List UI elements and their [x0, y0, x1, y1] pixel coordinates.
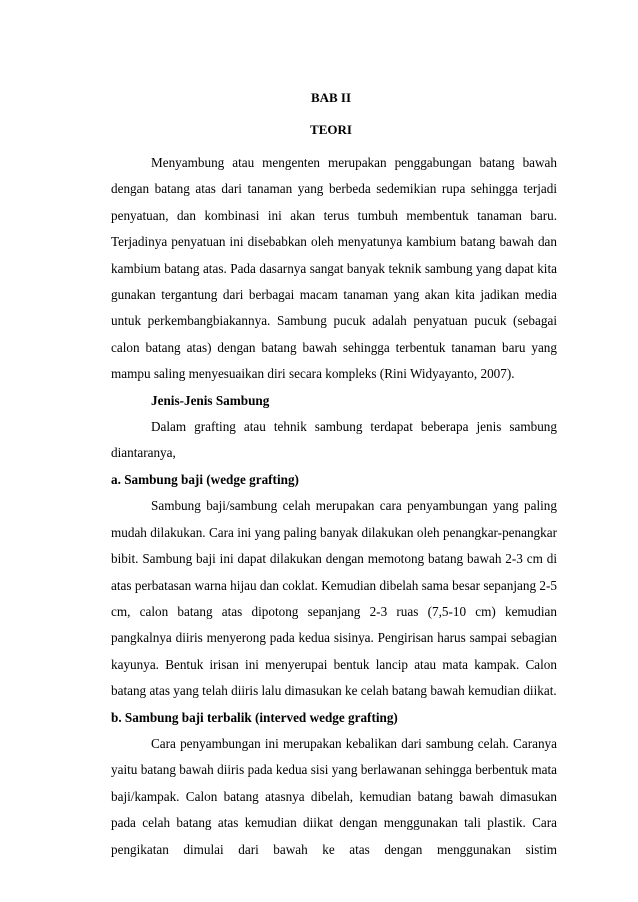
- item-b-text: Cara penyambungan ini merupakan kebalikan dari sambung celah. Caranya yaitu batang bawah diiris pada kedua sisi yang berlawanan sehingga berbentuk mata baji/kampak. Calon batang atasnya dibelah, kemudian batang bawah dimasukan pada celah batang atas kemudian diikat dengan menggunakan tali plastik. Cara pengikatan dimulai dari bawah ke atas dengan menggunakan sistim: [111, 735, 557, 857]
- chapter-title: TEORI: [310, 122, 352, 137]
- section-heading-jenis-sambung: Jenis-Jenis Sambung: [151, 392, 270, 408]
- paragraph-grafting-types: Dalam grafting atau tehnik sambung terdapat beberapa jenis sambung diantaranya,: [111, 419, 557, 461]
- item-b-heading: b. Sambung baji terbalik (interved wedge grafting): [111, 709, 398, 725]
- item-a-heading: a. Sambung baji (wedge grafting): [111, 471, 299, 487]
- body-text: [111, 150, 557, 863]
- paragraph-intro: Menyambung atau mengenten merupakan penggabungan batang bawah dengan batang atas dari tanaman yang berbeda sedemikian rupa sehingga terjadi penyatuan, dan kombinasi ini akan terus tumbuh membentuk tanaman baru. Terjadinya penyatuan ini disebabkan oleh menyatunya kambium batang bawah dan kambium batang atas. Pada dasarnya sangat banyak teknik sambung yang dapat kita gunakan tergantung dari berbagai macam tanaman yang akan kita jadikan media untuk perkembangbiakannya. Sambung pucuk adalah penyatuan pucuk (sebagai calon batang atas) dengan batang bawah sehingga terbentuk tanaman baru yang mampu saling menyesuaikan diri secara kompleks (Rini Widyayanto, 2007).: [111, 155, 557, 382]
- item-a-text: Sambung baji/sambung celah merupakan cara penyambungan yang paling mudah dilakukan. Cara ini yang paling banyak dilakukan oleh penangkar-penangkar bibit. Sambung baji ini dapat dilakukan dengan memotong batang bawah 2-3 cm di atas perbatasan warna hijau dan coklat. Kemudian dibelah sama besar sepanjang 2-5 cm, calon batang atas dipotong sepanjang 2-3 ruas (7,5-10 cm) kemudian pangkalnya diiris menyerong pada kedua sisinya. Pengirisan harus sampai sebagian kayunya. Bentuk irisan ini menyerupai bentuk lancip atau mata kampak. Calon batang atas yang telah diiris lalu dimasukan ke celah batang bawah kemudian diikat.: [111, 498, 557, 699]
- chapter-heading: BAB II: [310, 90, 352, 105]
